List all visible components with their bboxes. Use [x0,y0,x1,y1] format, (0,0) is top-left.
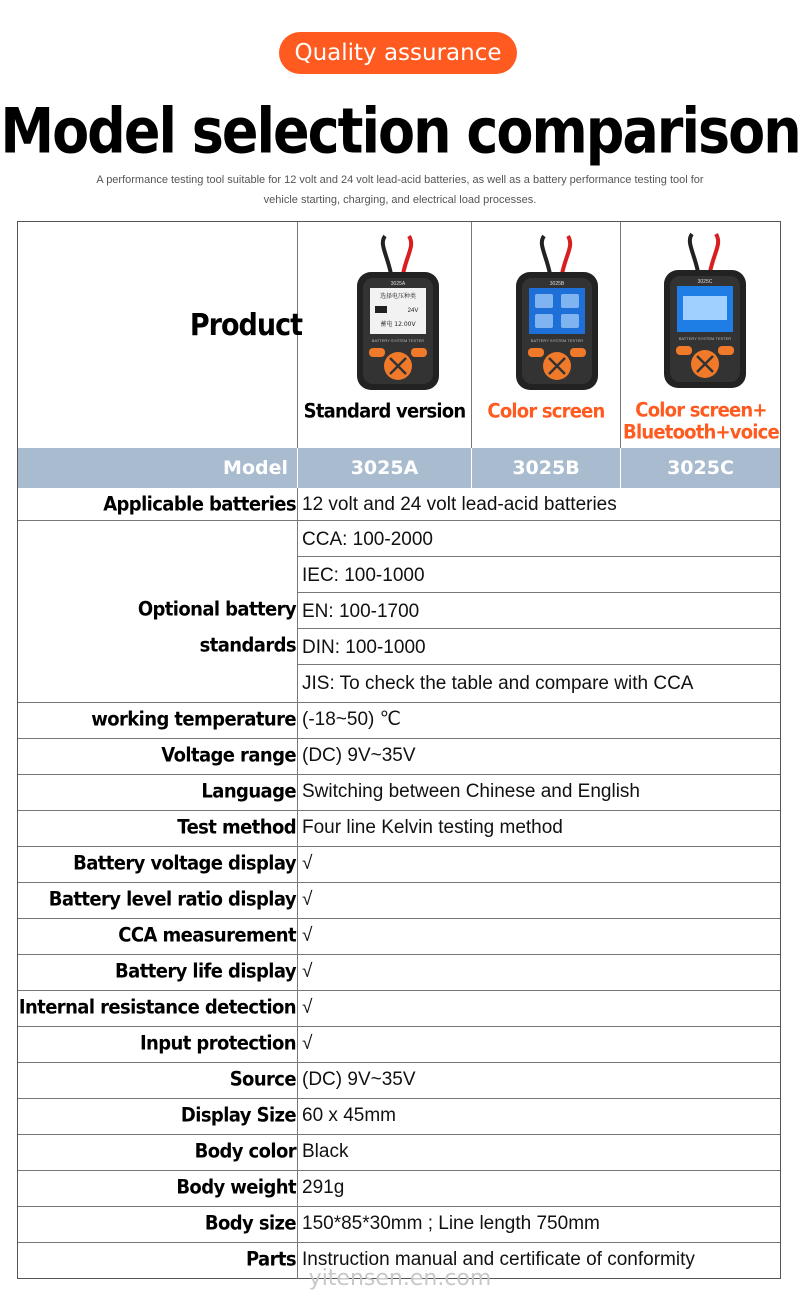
spec-label-working-temperature: working temperature [91,708,296,731]
device-screen-text: 24V [407,308,419,314]
divider [18,1170,780,1171]
spec-label-test-method: Test method [177,816,296,839]
product-name-line: Color screen+ [635,398,767,422]
spec-label-source: Source [229,1068,296,1091]
product-name-bluetooth [621,400,781,444]
spec-label-parts: Parts [245,1248,296,1271]
spec-label-body-color: Body color [194,1140,296,1163]
device-panel-text: BATTERY SYSTEM TESTER [678,336,732,341]
device-3025b-image [502,234,612,394]
spec-label-applicable-batteries: Applicable batteries [103,493,296,516]
subtitle-line-1: A performance testing tool suitable for 12 volt and 24 volt lead-acid batteries, as well as a battery performance testing tool for [96,174,704,186]
subtitle-line-2: vehicle starting, charging, and electrical load processes. [263,194,537,206]
model-3025a: 3025A [350,457,419,479]
divider [18,520,780,521]
device-3025c-image [650,232,760,392]
spec-value-battery-life-display: √ [302,961,313,982]
spec-label-body-size: Body size [204,1212,296,1235]
comparison-table [17,221,781,1279]
divider [18,954,780,955]
spec-label-cca-measurement: CCA measurement [118,924,296,947]
device-brand-text: 3025B [549,281,565,287]
divider [18,990,780,991]
spec-value-en: EN: 100-1700 [302,601,420,622]
divider [297,592,780,593]
spec-label-voltage-range: Voltage range [161,744,296,767]
spec-value-battery-level-ratio-display: √ [302,889,313,910]
device-brand-text: 3025A [390,281,406,287]
spec-value-input-protection: √ [302,1033,313,1054]
spec-label-battery-voltage-display: Battery voltage display [73,852,296,875]
divider [18,1206,780,1207]
spec-value-battery-voltage-display: √ [302,853,313,874]
spec-value-voltage-range: (DC) 9V~35V [302,745,416,766]
spec-value-din: DIN: 100-1000 [302,637,426,658]
product-name-standard [298,401,471,423]
divider [18,1134,780,1135]
divider [18,738,780,739]
device-screen-text: 选择电压种类 [379,293,417,300]
divider [18,1098,780,1099]
product-name-line: Bluetooth+voice [623,420,779,444]
divider [297,664,780,665]
divider [297,488,298,1279]
spec-value-internal-resistance-detection: √ [302,997,313,1018]
quality-badge: Quality assurance [279,32,517,74]
spec-value-working-temperature: (-18~50) ℃ [302,709,401,730]
divider [18,882,780,883]
spec-value-body-weight: 291g [302,1177,345,1198]
page-subtitle [50,170,750,210]
spec-value-source: (DC) 9V~35V [302,1069,416,1090]
spec-value-iec: IEC: 100-1000 [302,565,425,586]
divider [18,702,780,703]
model-label: Model [223,457,288,479]
spec-label-display-size: Display Size [180,1104,296,1127]
model-3025b: 3025B [512,457,580,479]
spec-label-standards-line1: Optional battery [137,598,296,621]
divider [18,846,780,847]
spec-value-test-method: Four line Kelvin testing method [302,817,563,838]
product-name-color-screen [472,401,620,423]
spec-value-applicable-batteries: 12 volt and 24 volt lead-acid batteries [302,494,617,515]
spec-label-standards-line2: standards [199,634,296,657]
divider [18,1062,780,1063]
divider [18,774,780,775]
product-name-line: Standard version [303,399,466,423]
spec-value-cca: CCA: 100-2000 [302,529,433,550]
divider [18,810,780,811]
spec-label-internal-resistance-detection: Internal resistance detection [18,996,296,1019]
spec-label-input-protection: Input protection [139,1032,296,1055]
device-panel-text: BATTERY SYSTEM TESTER [371,338,425,343]
divider [297,628,780,629]
spec-value-language: Switching between Chinese and English [302,781,640,802]
spec-label-battery-level-ratio-display: Battery level ratio display [48,888,296,911]
divider [18,918,780,919]
device-panel-text: BATTERY SYSTEM TESTER [530,338,584,343]
product-name-line: Color screen [487,399,605,423]
product-label: Product [189,308,302,343]
page-title: Model selection comparison [0,95,800,168]
spec-label-battery-life-display: Battery life display [115,960,296,983]
divider [18,1026,780,1027]
watermark: yitensen.en.com [308,1266,492,1291]
spec-value-body-color: Black [302,1141,349,1162]
device-3025a-image [343,234,453,394]
spec-value-cca-measurement: √ [302,925,313,946]
divider [297,556,780,557]
device-brand-text: 3025C [697,279,713,285]
spec-label-body-weight: Body weight [176,1176,296,1199]
divider [18,1242,780,1243]
spec-value-jis: JIS: To check the table and compare with CCA [302,673,694,694]
device-screen-text: 蓄电 12.00V [380,321,416,328]
spec-value-parts: Instruction manual and certificate of conformity [302,1249,695,1270]
spec-value-display-size: 60 x 45mm [302,1105,396,1126]
model-3025c: 3025C [667,457,734,479]
spec-value-body-size: 150*85*30mm ; Line length 750mm [302,1213,600,1234]
spec-label-language: Language [201,780,296,803]
